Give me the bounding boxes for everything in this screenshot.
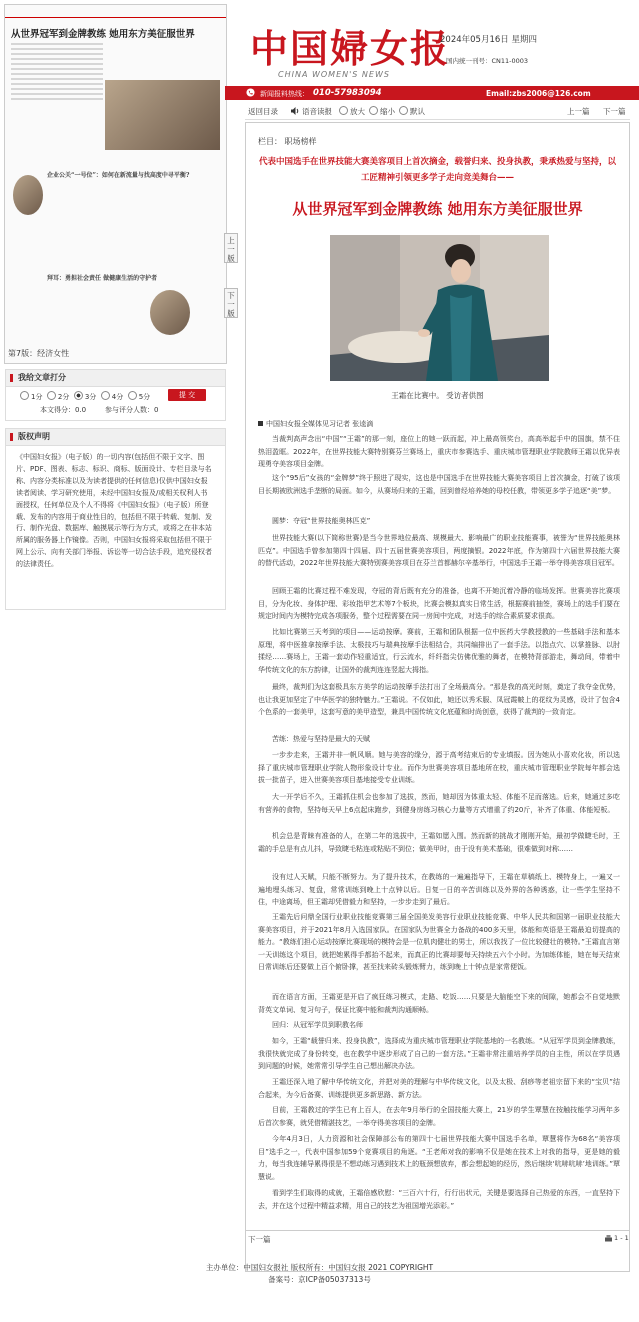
article-title: 从世界冠军到金牌教练 她用东方美征服世界: [292, 200, 583, 218]
section-heading: 苦练：热爱与坚持是最大的天赋: [272, 735, 370, 743]
rating-option-3[interactable]: 3分: [84, 393, 97, 401]
article-paragraph: 大一开学后不久，王霜抓住机会也参加了选拔，然而，她却因为体重太轻、体能不足而落选。后来，她通过多吃有营养的食物，坚持每天早上6点起床跑步，到健身房练习核心力量等方式增重了约20斤，补齐了体重、体能短板。: [258, 793, 620, 814]
rating-option-4[interactable]: 4分: [111, 393, 124, 401]
back-to-index-link[interactable]: 返回目录: [248, 107, 278, 116]
next-page-label[interactable]: 下一版: [227, 291, 235, 318]
article-paragraph: 这个“95后”女孩的“金牌梦”终于照进了现实，这也是中国选手在世界技能大赛美容项目上首次摘金，打破了该项目长期被欧洲选手垄断的局面。如今，从赛场归来的王霜，回到曾经培养她的母校任教，带领更多学子追逐“美”梦。: [258, 474, 620, 495]
zoom-out-label[interactable]: 缩小: [380, 107, 395, 116]
speech-read-button[interactable]: 语音读报: [302, 107, 332, 116]
article-paragraph: 王霜先后问鼎全国行业职业技能竞赛第三届全国美发美容行业职业技能竞赛、中华人民共和国第一届职业技能大赛美容项目，并于2021年8月入选国家队。在国家队为世赛全力备战的400多天里，体能和英语是王霜最迫切提高的能力。“教练们担心运动按摩比赛现场的模特会是一位肌肉健壮的男士，所以我找了一位比较健壮的模特。”王霜直言第一天训练这个项目，就把她累得手都抬不起来，而真正的比赛却要每天持续五六个小时。为加练体能，她在每天结束日常训练后还要做上百个俯卧撑，甚至找来砖头锻炼臂力，练到晚上十钟点是家常便饭。: [258, 913, 620, 971]
zoom-out-radio[interactable]: [369, 106, 378, 115]
thumbnail-portrait-1: [13, 175, 43, 215]
article-paragraph: 如今，王霜“载誉归来、投身执教”，选择成为重庆城市管理职业学院基地的一名教练。“从冠军学员到金牌教练，我很快就完成了身份转变，也在教学中逐步形成了自己的一套方法。”王霜非常注重培养学员的自主性，所以在学员遇到问题的时候，她常常引导学生自己想出解决办法。: [258, 1037, 620, 1070]
thumbnail-headline[interactable]: 从世界冠军到金牌教练 她用东方美征服世界: [11, 29, 195, 40]
bottom-next-article-link[interactable]: 下一篇: [248, 1235, 271, 1244]
article-paragraph: 王霜还深入地了解中华传统文化，并把对美的理解与中华传统文化，以及太极、刮痧等老祖宗留下来的“宝贝”结合起来，为今后备赛、训练提供更多新思路、新方法。: [258, 1078, 620, 1099]
hotline-number: 010-57983094: [313, 88, 382, 98]
footer: [0, 1262, 639, 1286]
rating-average: 本文得分：0.0: [40, 406, 87, 414]
footer-copyright: 主办单位：中国妇女报社 版权所有：中国妇女报 2021 COPYRIGHT: [205, 1263, 434, 1272]
issue-date: 2024年05月16日 星期四: [440, 35, 537, 45]
speaker-icon[interactable]: [291, 107, 300, 115]
thumbnail-sub-headline-1[interactable]: 企业公关“一号位”：如何在新流量与找高度中寻平衡?: [47, 172, 190, 179]
rating-radio-5[interactable]: [128, 391, 137, 400]
page-thumbnail[interactable]: [4, 4, 227, 364]
article-paragraph: 世界技能大赛(以下简称世赛)是当今世界地位最高、规模最大、影响最广的职业技能赛事，被誉为“世界技能奥林匹克”。中国选手曾参加第四十四届、四十五届世赛美容项目，两度摘银。2022年底，作为第四十六届世界技能大赛的替代活动，2022年世界技能大赛特别赛美容项目在芬兰首都赫尔辛基举行，中国选手王霜一举夺得美容项目冠军。: [258, 534, 620, 567]
next-article-link[interactable]: 下一篇: [603, 107, 626, 116]
hotline-label: 新闻报料热线：: [260, 90, 309, 98]
rating-option-2[interactable]: 2分: [57, 393, 70, 401]
rating-radio-4[interactable]: [101, 391, 110, 400]
photo-caption: 王霜在比赛中。 受访者供图: [391, 391, 484, 400]
phone-icon: [246, 88, 255, 97]
article-paragraph: 没有过人天赋，只能不断努力。为了提升技术，在教练的一遍遍指导下，王霜在草稿纸上、模特身上，一遍又一遍地埋头练习、复盘，常常训练到晚上十点钟以后。日复一日的辛苦训练以及外界的各种诱惑，让一些学生坚持不住，中途离场，但王霜却凭借毅力和坚持，一步步走到了最后。: [258, 873, 620, 906]
article-toolbar: [245, 103, 630, 120]
article-paragraph: 看到学生们取得的成就，王霜倍感欣慰：“三百六十行，行行出状元，关键是要选择自己热爱的东西，一直坚持下去，并在这个过程中精益求精，用自己的技艺为祖国增光添彩。”: [258, 1189, 620, 1210]
next-page-button[interactable]: [224, 288, 238, 318]
footer-icp[interactable]: 备案号：京ICP备05037313号: [268, 1275, 371, 1284]
default-size-radio[interactable]: [399, 106, 408, 115]
thumbnail-portrait-2: [150, 290, 190, 335]
cn-number: 国内统一刊号：CN11-0003: [446, 57, 529, 65]
section-heading: 圆梦：夺冠“世界技能奥林匹克”: [272, 517, 371, 525]
rating-title: 我给文章打分: [6, 370, 225, 387]
printer-icon[interactable]: [605, 1235, 612, 1243]
rating-option-5[interactable]: 5分: [138, 393, 151, 401]
rating-option-1[interactable]: 1分: [31, 393, 43, 401]
zoom-in-radio[interactable]: [339, 106, 348, 115]
article-byline: 中国妇女报全媒体见习记者 张逵滴: [258, 418, 620, 431]
zoom-in-label[interactable]: 放大: [350, 107, 365, 116]
copyright-title: 版权声明: [6, 429, 225, 446]
rating-radio-3[interactable]: [74, 391, 83, 400]
submit-rating-button[interactable]: 提 交: [168, 389, 206, 401]
article-bottom-bar: [245, 1230, 630, 1245]
site-logo-english: CHINA WOMEN'S NEWS: [278, 70, 390, 79]
article-paragraph: 一步步走来，王霜并非一帆风顺。她与美容的缘分，源于高考结束后的专业填报。因为她从小喜欢化妆，所以选择了重庆城市管理职业学院人物形象设计专业。而作为世赛美容项目基地所在校，重庆城市管理职业学院每年都会选拔一批苗子，进入世赛美容项目基地接受专业训练。: [258, 751, 620, 784]
article-paragraph: 比如比赛第三天考到的项目——运动按摩。赛前，王霜和团队根据一位中医药大学教授教的一些基础手法和基本原理，将中医推拿按摩手法、太极技巧与瑞典按摩手法相结合，共同编排出了一套手法。以指点穴、以掌推脉、以肘揉经……赛场上，王霜一套动作轻重适宜，行云流水，纤纤指尖仿佛优雅的舞者，在模特背部游走，舞动间，带着中华传统文化的东方韵律，让国外的裁判连连竖起大拇指。: [258, 628, 620, 674]
article-photo: [330, 235, 549, 381]
article-paragraph: 目前，王霜教过的学生已有上百人，在去年9月举行的全国技能大赛上，21岁的学生覃慧在按触技能学习两年多后首次参赛，就凭借精湛技艺，一举夺得美容项目的金牌。: [258, 1106, 620, 1127]
page-label[interactable]: 第7版：经济女性: [8, 349, 70, 358]
prev-article-link[interactable]: 上一篇: [567, 107, 590, 116]
article-paragraph: 回顾王霜的比赛过程不难发现，夺冠的背后既有充分的准备，也离不开她沉着冷静的临场发挥。世赛美容比赛项目，分为化妆、身体护理、彩妆指甲艺术等7个板块，比赛会模拟真实日常生活，根据赛前抽签，赛场上的选手们要在规定时间内为模特完成各项服务，整个过程需要在同一房间中完成，对选手的综合素质要求很高。: [258, 587, 620, 620]
rating-count: 参与评分人数：0: [105, 406, 159, 414]
section-label: 栏目： 职场榜样: [258, 137, 317, 146]
article-paragraph: 今年4月3日，人力资源和社会保障部公布的第四十七届世界技能大赛中国选手名单，覃慧将作为68名“美容项目”选手之一，代表中国参加59个竞赛项目的角逐。“王老师对我的影响不仅是她在技术上对我的指导，更是她的毅力，每当我连辅导累得很是不想动练习遇到技术上的瓶颈想放弃，都会想起她的经历，然后继续‘吭哧吭哧’地训练。”覃慧说。: [258, 1135, 620, 1181]
site-logo[interactable]: 中国婦女报: [250, 26, 451, 71]
section-heading: 回归：从冠军学员到职教名师: [272, 1021, 363, 1029]
rating-radio-1[interactable]: [20, 391, 29, 400]
pager: 1 - 1: [614, 1234, 629, 1242]
article-lead: 代表中国选手在世界技能大赛美容项目上首次摘金，载誉归来、投身执教，秉承热爱与坚持，以工匠精神引领更多学子走向竞美舞台——: [258, 157, 616, 183]
thumbnail-header: [5, 5, 226, 18]
rating-radio-2[interactable]: [47, 391, 56, 400]
thumbnail-sub-headline-2[interactable]: 拜耳：勇担社会责任 做健康生活的守护者: [47, 275, 158, 282]
article-paragraph: 最终，裁判们为这套极具东方美学的运动按摩手法打出了全场最高分。“那是我的高光时刻，奠定了我夺金优势，也让我更加坚定了中华医学的独特魅力。”王霜说。不仅如此，她还以秀禾服、凤冠霞帔上的花纹为灵感，设计了包含4个色系的一套美甲，这套写意的美甲造型，兼具中国传统文化底蕴和时尚创意，获得了裁判的一致肯定。: [258, 683, 620, 716]
article-paragraph: 当裁判高声念出“中国”“王霜”的那一刻，座位上的她一跃而起，冲上最高领奖台，高高举起手中的国旗，禁不住热泪盈眶。2022年，在世界技能大赛特别赛芬兰赛场上，重庆市参赛选手、重庆城市管理职业学院教师王霜以优异表现勇夺美容项目金牌。: [258, 435, 620, 468]
contact-email[interactable]: Email:zbs2006@126.com: [486, 89, 591, 98]
copyright-text: 《中国妇女报》（电子版）的一切内容(包括但不限于文字、图片、PDF、图表、标志、标识、商标、版面设计、专栏目录与名称、内容分类标准以及为读者提供的任何信息)仅供中国妇女报读者阅读、学习研究使用，未经中国妇女报及/或相关权利人书面授权，任何单位及个人不得将《中国妇女报》（电子版）所登载、发布的内容用于商业性目的，包括但不限于转载、复制、发行、制作光盘、数据库、触摸展示等行为方式，或将之在非本站所属的服务器上作镜像。否则，中国妇女报将采取包括但不限于网上公示、向有关部门举报、诉讼等一切合法手段，追究侵权者的法律责任。: [16, 453, 212, 569]
rating-options: [20, 391, 150, 402]
thumbnail-photo: [105, 80, 220, 150]
article-paragraph: 而在语言方面，王霜更是开启了疯狂练习模式，走路、吃饭……只要是大脑能空下来的间隙，她都会不自觉地默背英文单词、复习句子，保证比赛中能和裁判沟通顺畅。: [258, 993, 620, 1014]
prev-page-label[interactable]: 上一版: [227, 236, 235, 263]
prev-page-button[interactable]: [224, 233, 238, 263]
article-paragraph: 机会总是青睐有准备的人，在第二年的选拔中，王霜如愿入围。然而新的挑战才刚刚开始，最初学做睫毛时，王霜的手总是有点儿抖，导致睫毛粘连或粘贴不到位；做美甲时，由于没有美术基础，很难做到对称……: [258, 832, 620, 853]
default-size-label[interactable]: 默认: [410, 107, 425, 116]
